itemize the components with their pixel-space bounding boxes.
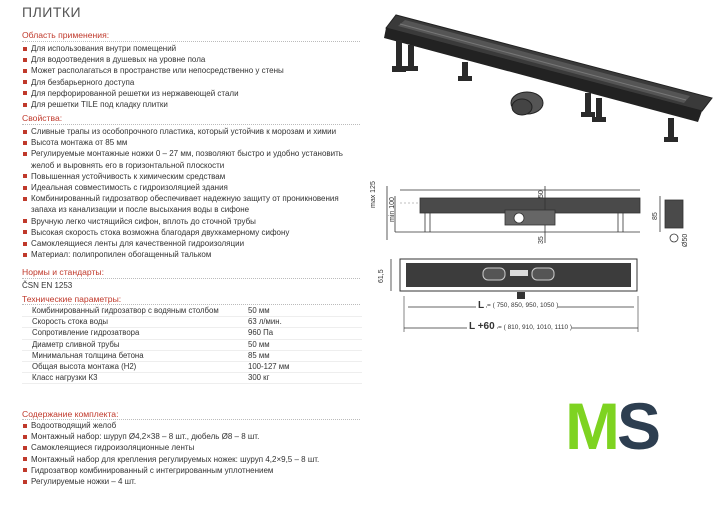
list-item: Высокая скорость стока возможна благодаря двухкамерному сифону bbox=[22, 227, 360, 238]
list-item: Монтажный набор: шуруп Ø4,2×38 – 8 шт., дюбель Ø8 – 8 шт. bbox=[22, 431, 382, 442]
section-heading-norms: Нормы и стандарты: bbox=[22, 267, 104, 277]
table-row bbox=[22, 306, 362, 317]
list-item: Водоотводящий желоб bbox=[22, 420, 382, 431]
param-name: Диаметр сливной трубы bbox=[22, 339, 248, 350]
logo-letter-s: S bbox=[617, 389, 662, 463]
list-item: Для безбарьерного доступа bbox=[22, 77, 367, 88]
param-name: Скорость стока воды bbox=[22, 317, 248, 328]
ms-logo bbox=[565, 389, 662, 463]
list-item: Самоклеящиеся ленты для качественной гидроизоляции bbox=[22, 238, 360, 249]
section-heading-properties: Свойства: bbox=[22, 113, 63, 123]
param-value: 50 мм bbox=[248, 339, 362, 350]
dim-35: 35 bbox=[538, 236, 545, 244]
param-value: 100-127 мм bbox=[248, 362, 362, 373]
table-row bbox=[22, 362, 362, 373]
list-item: Для водоотведения в душевых на уровне пола bbox=[22, 54, 367, 65]
dim-d50: Ø50 bbox=[682, 233, 689, 247]
contents-list bbox=[22, 420, 382, 487]
dim-L60: L +60 bbox=[469, 321, 495, 332]
properties-list bbox=[22, 126, 360, 260]
dim-50: 50 bbox=[538, 190, 545, 198]
list-item: Регулируемые ножки – 4 шт. bbox=[22, 476, 382, 487]
page-title: ПЛИТКИ bbox=[22, 4, 82, 20]
dim-max125: max 125 bbox=[370, 181, 377, 208]
param-name: Класс нагрузки К3 bbox=[22, 373, 248, 384]
list-item: Высота монтажа от 85 мм bbox=[22, 137, 360, 148]
divider bbox=[22, 304, 360, 305]
param-value: 63 л/мин. bbox=[248, 317, 362, 328]
application-list bbox=[22, 43, 367, 110]
list-item: Для использования внутри помещений bbox=[22, 43, 367, 54]
table-row bbox=[22, 317, 362, 328]
list-item: Для решетки TILE под кладку плитки bbox=[22, 99, 367, 110]
side-view bbox=[387, 186, 683, 243]
list-item: Комбинированный гидрозатвор обеспечивает надежную защиту от проникновения запаха из канализации и после высыхания воды в сифоне bbox=[22, 193, 360, 215]
list-item: Вручную легко чистящийся сифон, вплоть до сточной трубы bbox=[22, 216, 360, 227]
param-name: Минимальная толщина бетона bbox=[22, 350, 248, 361]
norm-value: ČSN EN 1253 bbox=[22, 281, 73, 290]
section-heading-contents: Содержание комплекта: bbox=[22, 409, 119, 419]
section-heading-tech: Технические параметры: bbox=[22, 294, 122, 304]
divider bbox=[22, 278, 360, 279]
top-view bbox=[391, 259, 638, 332]
table-row bbox=[22, 339, 362, 350]
dim-615: 61,5 bbox=[378, 269, 385, 283]
divider bbox=[22, 124, 360, 125]
param-value: 85 мм bbox=[248, 350, 362, 361]
list-item: Материал: полипропилен обогащенный тальком bbox=[22, 249, 360, 260]
tech-table bbox=[22, 306, 362, 384]
section-heading-application: Область применения: bbox=[22, 30, 110, 40]
list-item: Повышенная устойчивость к химическим средствам bbox=[22, 171, 360, 182]
param-name: Комбинированный гидрозатвор с водяным столбом bbox=[22, 306, 248, 317]
list-item: Может располагаться в пространстве или непосредственно у стены bbox=[22, 65, 367, 76]
list-item: Для перфорированной решетки из нержавеющей стали bbox=[22, 88, 367, 99]
table-row bbox=[22, 328, 362, 339]
param-value: 300 кг bbox=[248, 373, 362, 384]
param-value: 960 Па bbox=[248, 328, 362, 339]
list-item: Сливные трапы из особопрочного пластика, который устойчив к морозам и химии bbox=[22, 126, 360, 137]
logo-letter-m: M bbox=[565, 389, 620, 463]
list-item: Регулируемые монтажные ножки 0 – 27 мм, позволяют быстро и удобно установить желоб и выровнять его в горизонтальной плоскости bbox=[22, 148, 360, 170]
list-item: Идеальная совместимость с гидроизоляцией здания bbox=[22, 182, 360, 193]
dim-L60-values: = ( 810, 910, 1010, 1110 ) bbox=[498, 324, 573, 331]
dim-L-values: = ( 750, 850, 950, 1050 ) bbox=[487, 302, 559, 309]
divider bbox=[22, 41, 360, 42]
table-row bbox=[22, 350, 362, 361]
dim-L: L bbox=[478, 300, 485, 311]
param-value: 50 мм bbox=[248, 306, 362, 317]
param-name: Сопротивление гидрозатвора bbox=[22, 328, 248, 339]
dim-85: 85 bbox=[652, 212, 659, 220]
dim-min100: min 100 bbox=[389, 197, 396, 222]
list-item: Гидрозатвор комбинированный с интегрированным уплотнением bbox=[22, 465, 382, 476]
table-row bbox=[22, 373, 362, 384]
param-name: Общая высота монтажа (H2) bbox=[22, 362, 248, 373]
list-item: Монтажный набор для крепления регулируемых ножек: шуруп 4,2×9,5 – 8 шт. bbox=[22, 454, 382, 465]
list-item: Самоклеящиеся гидроизоляционные ленты bbox=[22, 442, 382, 453]
product-3d-view bbox=[384, 15, 712, 142]
